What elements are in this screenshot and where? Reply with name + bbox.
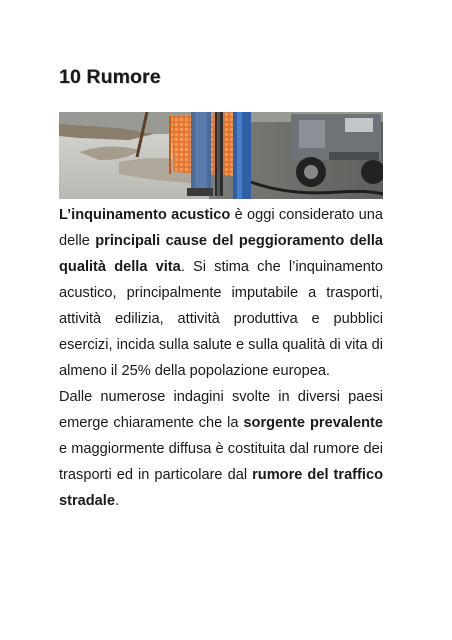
text-bold: principali cause del peggioramento della qualità della vita [59,233,383,275]
roadworks-photo [59,112,383,199]
text-span: . [114,493,120,509]
text-bold: sorgente prevalente [243,415,383,431]
body-text [59,202,383,514]
page-title: 10 Rumore [59,66,161,88]
text-span: è oggi considerato una delle [59,207,383,249]
paragraph-1 [59,202,383,384]
text-span: e maggiormente diffusa è costituita dal rumore dei trasporti ed in particolare dal [59,441,383,483]
text-span: Dalle numerose indagini svolte in diversi paesi emerge chiaramente che la [59,389,383,431]
text-span: . Si stima che l’inquinamento acustico, principalmente imputabile a trasporti, attività edilizia, attività produttiva e pubblici esercizi, incida sulla salute e sulla qualità di vita di almeno il 25% della popolazione europea. [59,259,383,379]
paragraph-2 [59,384,383,514]
text-bold: L’inquinamento acustico [59,207,231,223]
text-bold: rumore del traffico stradale [59,467,383,509]
